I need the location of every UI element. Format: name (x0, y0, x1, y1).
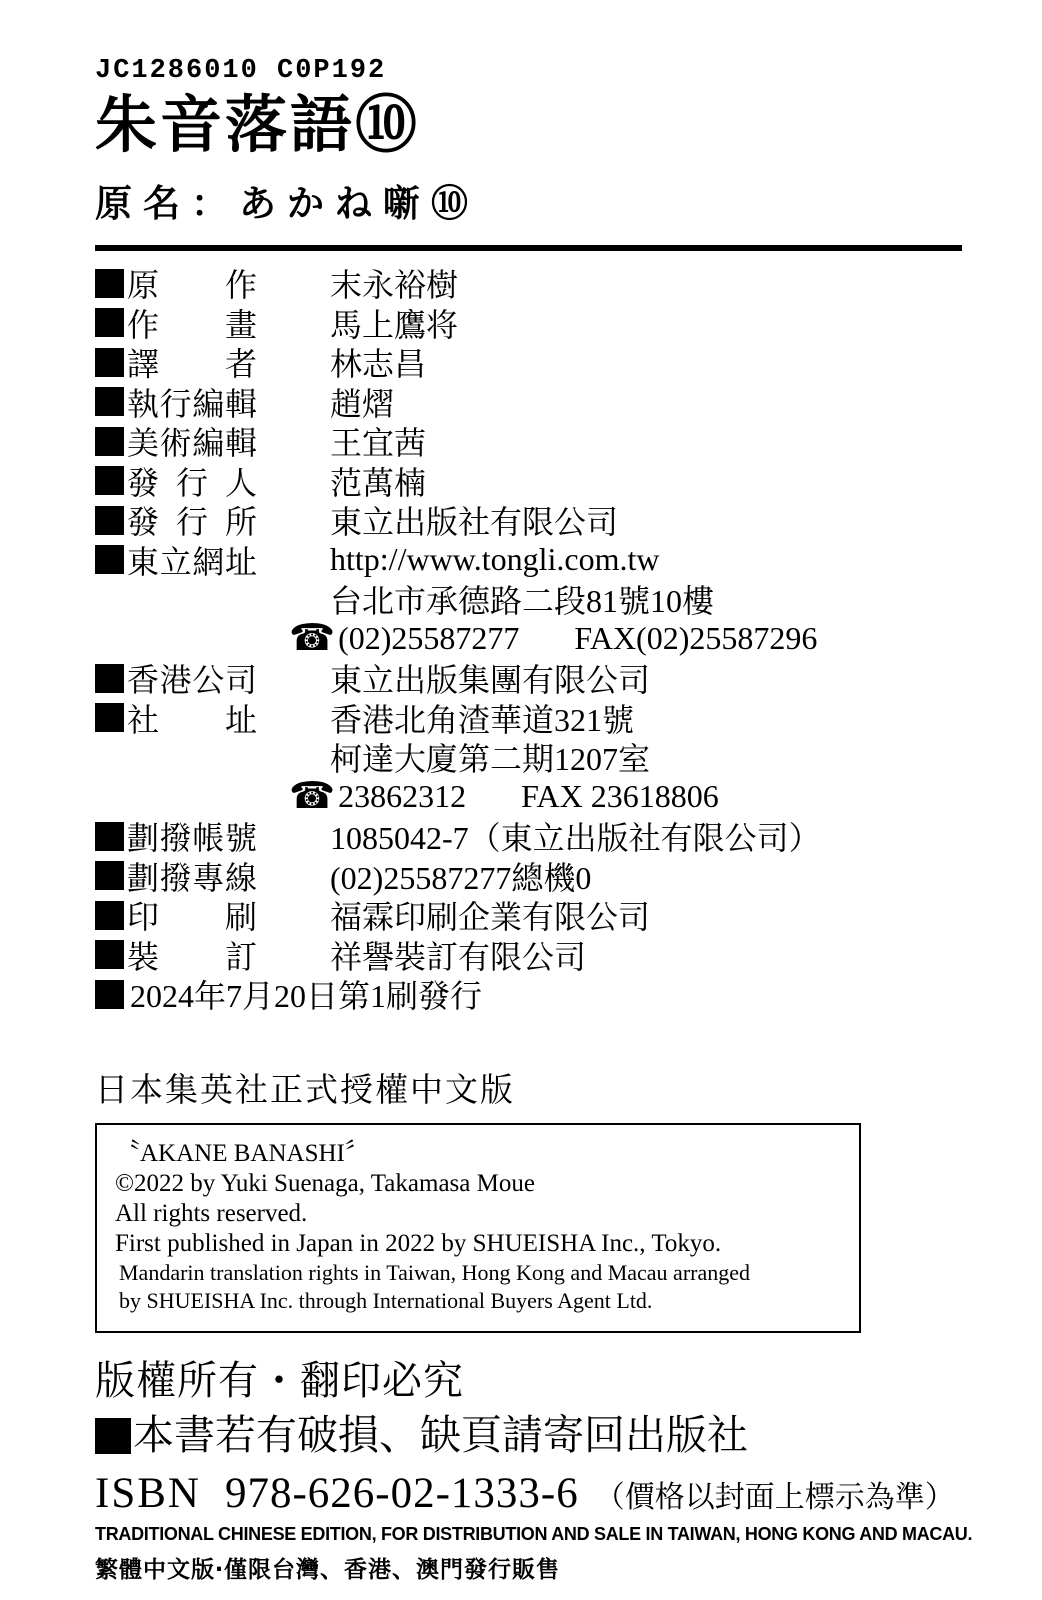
license-line: Mandarin translation rights in Taiwan, Hong Kong and Macau arranged (119, 1259, 750, 1285)
credit-row (95, 382, 962, 422)
bullet-square-icon (95, 466, 124, 495)
credit-row (95, 856, 962, 896)
bullet-square-icon (95, 703, 124, 732)
credit-label-cell (95, 537, 330, 583)
original-title: 原名：あかね噺⑩ (95, 184, 479, 226)
isbn-price-note: （價格以封面上標示為準） (594, 1481, 955, 1515)
credit-row (95, 895, 962, 935)
telephone-icon: ☎ (289, 618, 336, 660)
credit-label: 美術編輯 (127, 425, 257, 462)
credit-value: (02)25587277總機0 (330, 859, 592, 896)
credit-label: 發行人 (127, 464, 257, 501)
credit-row (95, 737, 962, 777)
bullet-square-icon (95, 940, 124, 969)
copyright-notice: 版權所有・翻印必究 (95, 1357, 464, 1403)
credits-list (95, 263, 962, 1014)
credit-value: 東立出版集團有限公司 (330, 662, 651, 699)
bullet-square-icon (95, 545, 124, 574)
credit-value: 末永裕樹 (330, 267, 459, 304)
credit-fax-value: FAX 23618806 (521, 778, 719, 815)
credit-value: 柯達大廈第二期1207室 (330, 741, 651, 778)
credit-value: 台北市承德路二段81號10樓 (330, 583, 715, 620)
credit-row (95, 303, 962, 343)
credit-row (95, 619, 962, 659)
credit-value: 范萬楠 (330, 464, 427, 501)
bullet-square-icon (95, 387, 124, 416)
credit-row (95, 658, 962, 698)
credit-label-cell (95, 980, 127, 1009)
credit-value: 東立出版社有限公司 (330, 504, 619, 541)
credit-row (95, 698, 962, 738)
credit-value: 馬上鷹将 (330, 306, 459, 343)
credit-value: 祥譽裝訂有限公司 (330, 938, 587, 975)
credit-value: 2024年7月20日第1刷發行 (130, 978, 483, 1015)
credit-row (95, 777, 962, 817)
divider-rule (95, 245, 962, 251)
license-box (95, 1123, 861, 1333)
credit-row (95, 540, 962, 580)
credit-value: (02)25587277 (338, 620, 520, 657)
license-line: 〝AKANE BANASHI〞 (115, 1139, 370, 1167)
credit-row (95, 461, 962, 501)
credit-value: 23862312 (338, 778, 467, 815)
credit-label: 作畫 (127, 306, 257, 343)
credit-value: 王宜茜 (330, 425, 427, 462)
license-line: First published in Japan in 2022 by SHUEISHA Inc., Tokyo. (115, 1229, 722, 1257)
bullet-square-icon (95, 427, 124, 456)
license-line: All rights reserved. (115, 1199, 308, 1227)
credit-label: 劃撥帳號 (127, 820, 257, 857)
credit-row (95, 421, 962, 461)
credit-value: 福霖印刷企業有限公司 (330, 899, 651, 936)
isbn-line (95, 1468, 962, 1520)
region-sale-notice: 繁體中文版‧僅限台灣、香港、澳門發行販售 (95, 1555, 561, 1582)
credit-row (95, 342, 962, 382)
bullet-square-icon (95, 308, 124, 337)
credit-value: 林志昌 (330, 346, 427, 383)
bullet-square-icon (95, 664, 124, 693)
bullet-square-icon (95, 822, 124, 851)
damage-notice-line (95, 1409, 962, 1462)
credit-label: 香港公司 (127, 662, 257, 699)
isbn-label: ISBN (95, 1470, 201, 1518)
credit-label: 劃撥專線 (127, 859, 257, 896)
isbn-number: 978-626-02-1333-6 (224, 1470, 579, 1518)
credit-label: 發行所 (127, 504, 257, 541)
credit-label: 原作 (127, 267, 257, 304)
credit-fax-value: FAX(02)25587296 (574, 620, 818, 657)
book-code: JC1286010 C0P192 (95, 56, 387, 86)
license-line: ©2022 by Yuki Suenaga, Takamasa Moue (115, 1169, 535, 1197)
credit-label-cell (95, 695, 330, 741)
authorization-heading: 日本集英社正式授權中文版 (95, 1072, 515, 1109)
bullet-square-icon (95, 1418, 131, 1454)
credit-value: 香港北角渣華道321號 (330, 701, 635, 738)
credit-value: 趙熠 (330, 385, 395, 422)
credit-label: 社址 (127, 701, 257, 738)
bullet-square-icon (95, 348, 124, 377)
credit-label: 東立網址 (127, 543, 257, 580)
credit-row (95, 974, 962, 1014)
credit-label: 執行編輯 (127, 385, 257, 422)
bullet-square-icon (95, 861, 124, 890)
credit-row (95, 263, 962, 303)
bullet-square-icon (95, 980, 124, 1009)
credit-row (95, 935, 962, 975)
bullet-square-icon (95, 506, 124, 535)
credit-value: 1085042-7（東立出版社有限公司） (330, 820, 821, 857)
credit-label: 裝訂 (127, 938, 257, 975)
credit-value: http://www.tongli.com.tw (330, 541, 660, 578)
english-edition-notice: TRADITIONAL CHINESE EDITION, FOR DISTRIBUTION AND SALE IN TAIWAN, HONG KONG AND MACAU. (95, 1523, 973, 1544)
bullet-square-icon (95, 901, 124, 930)
credit-label: 譯者 (127, 346, 257, 383)
bullet-square-icon (95, 269, 124, 298)
telephone-icon: ☎ (289, 776, 336, 818)
book-title: 朱音落語⑩ (95, 92, 421, 160)
damage-notice-text: 本書若有破損、缺頁請寄回出版社 (133, 1411, 748, 1458)
credit-row (95, 579, 962, 619)
credit-row (95, 816, 962, 856)
license-line: by SHUEISHA Inc. through International Buyers Agent Ltd. (119, 1287, 653, 1313)
credit-label: 印刷 (127, 899, 257, 936)
credit-row (95, 500, 962, 540)
